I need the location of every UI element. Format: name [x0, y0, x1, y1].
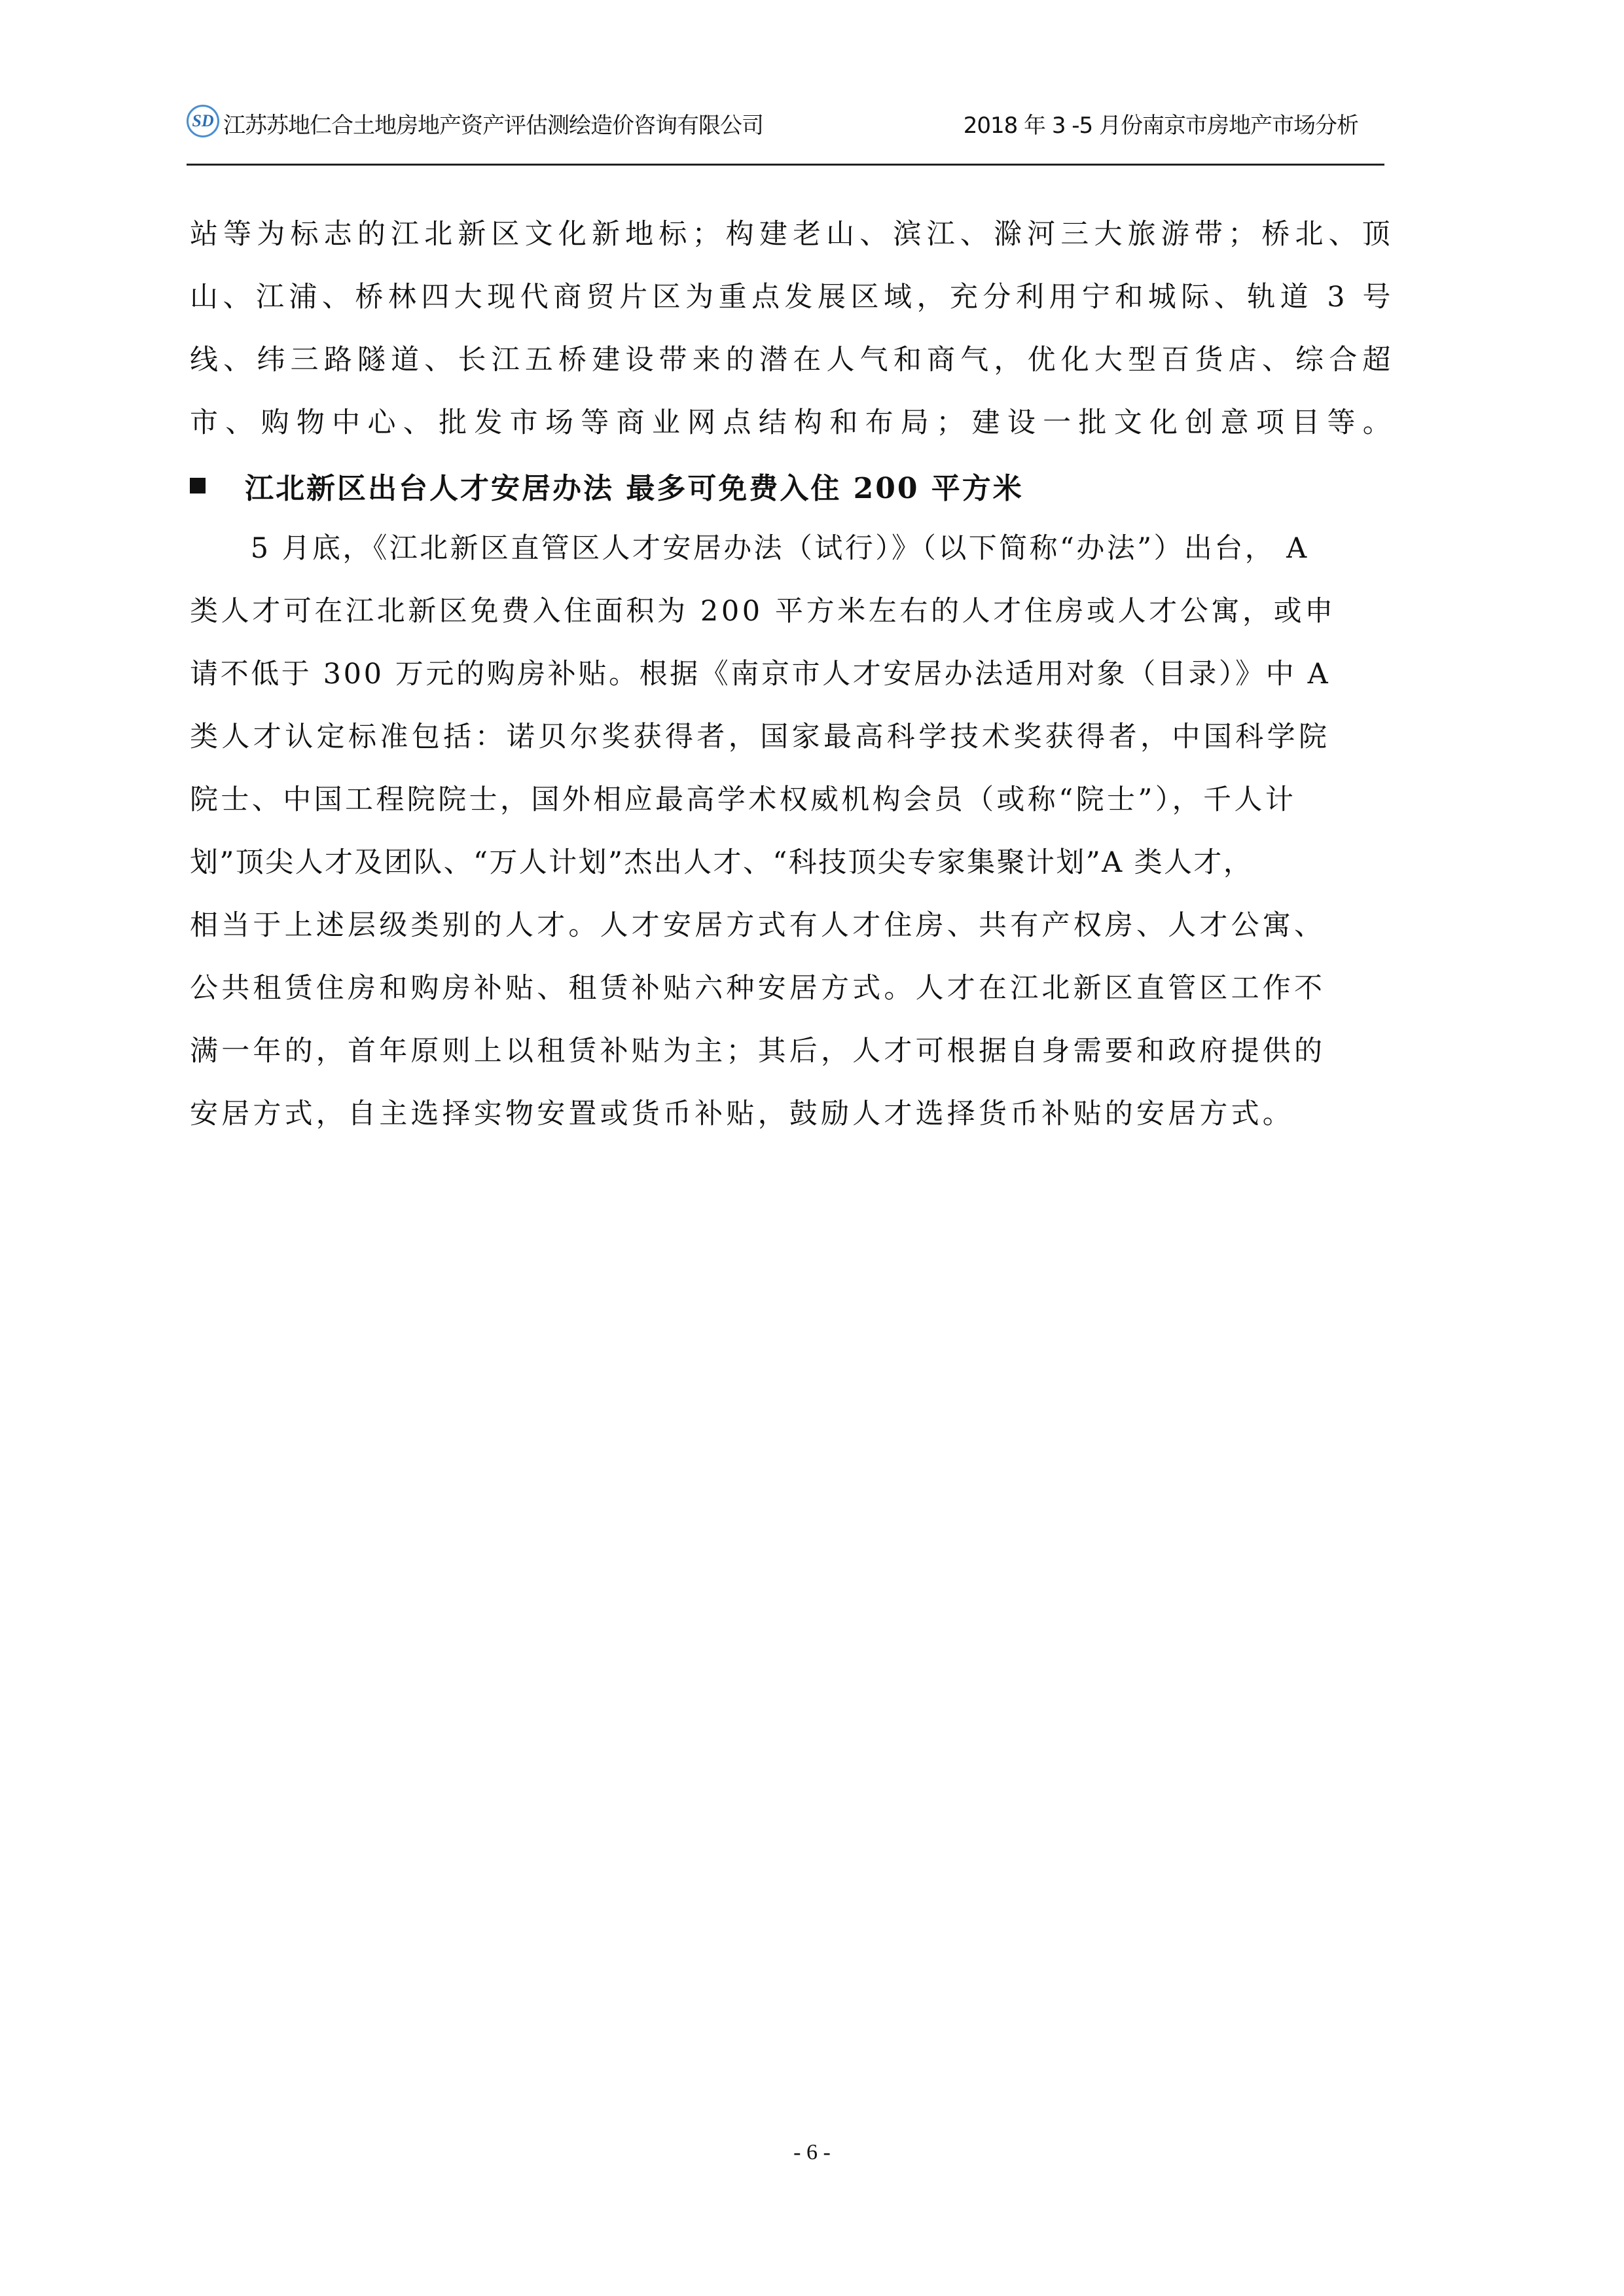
- document-body: [190, 203, 1394, 1145]
- intro-line: 站等为标志的江北新区文化新地标；构建老山、滨江、滁河三大旅游带；桥北、顶: [190, 218, 1394, 251]
- section-line: 请不低于 300 万元的购房补贴。根据《南京市人才安居办法适用对象（目录）》中 A: [190, 658, 1331, 691]
- section-line: 院士、中国工程院院士，国外相应最高学术权威机构会员（或称“院士”），千人计: [190, 783, 1297, 816]
- section-line: 类人才认定标准包括：诺贝尔奖获得者，国家最高科学技术奖获得者，中国科学院: [190, 721, 1331, 753]
- section-line: 安居方式，自主选择实物安置或货币补贴，鼓励人才选择货币补贴的安居方式。: [190, 1098, 1294, 1130]
- section-heading-text: 江北新区出台人才安居办法 最多可免费入住 200 平方米: [245, 472, 1024, 505]
- page-number: - 6 -: [793, 2140, 831, 2164]
- intro-paragraph: [190, 203, 1394, 454]
- section-line: 划”顶尖人才及团队、“万人计划”杰出人才、“科技顶尖专家集聚计划”A 类人才，: [190, 846, 1254, 879]
- square-bullet-icon: [190, 478, 206, 493]
- page-header: [187, 98, 1384, 166]
- section-line: 5 月底，《江北新区直管区人才安居办法（试行）》（以下简称“办法”）出台， A: [190, 532, 1309, 565]
- intro-line: 线、纬三路隧道、长江五桥建设带来的潜在人气和商气，优化大型百货店、综合超: [190, 344, 1394, 376]
- section-line: 类人才可在江北新区免费入住面积为 200 平方米左右的人才住房或人才公寓，或申: [190, 595, 1336, 628]
- section-line: 公共租赁住房和购房补贴、租赁补贴六种安居方式。人才在江北新区直管区工作不: [190, 972, 1326, 1005]
- section-line: 相当于上述层级类别的人才。人才安居方式有人才住房、共有产权房、人才公寓、: [190, 909, 1326, 942]
- header-company-name: 江苏苏地仁合土地房地产资产评估测绘造价咨询有限公司: [223, 113, 763, 139]
- intro-line: 市、购物中心、批发市场等商业网点结构和布局；建设一批文化创意项目等。: [190, 406, 1394, 439]
- section-heading: [190, 454, 1394, 517]
- section-line: 满一年的，首年原则上以租赁补贴为主；其后，人才可根据自身需要和政府提供的: [190, 1035, 1326, 1067]
- company-logo-icon: SD: [187, 105, 219, 137]
- section-paragraph: [190, 517, 1394, 1145]
- intro-line: 山、江浦、桥林四大现代商贸片区为重点发展区域，充分利用宁和城际、轨道 3 号: [190, 281, 1394, 314]
- header-report-title: 2018 年 3 -5 月份南京市房地产市场分析: [963, 113, 1358, 139]
